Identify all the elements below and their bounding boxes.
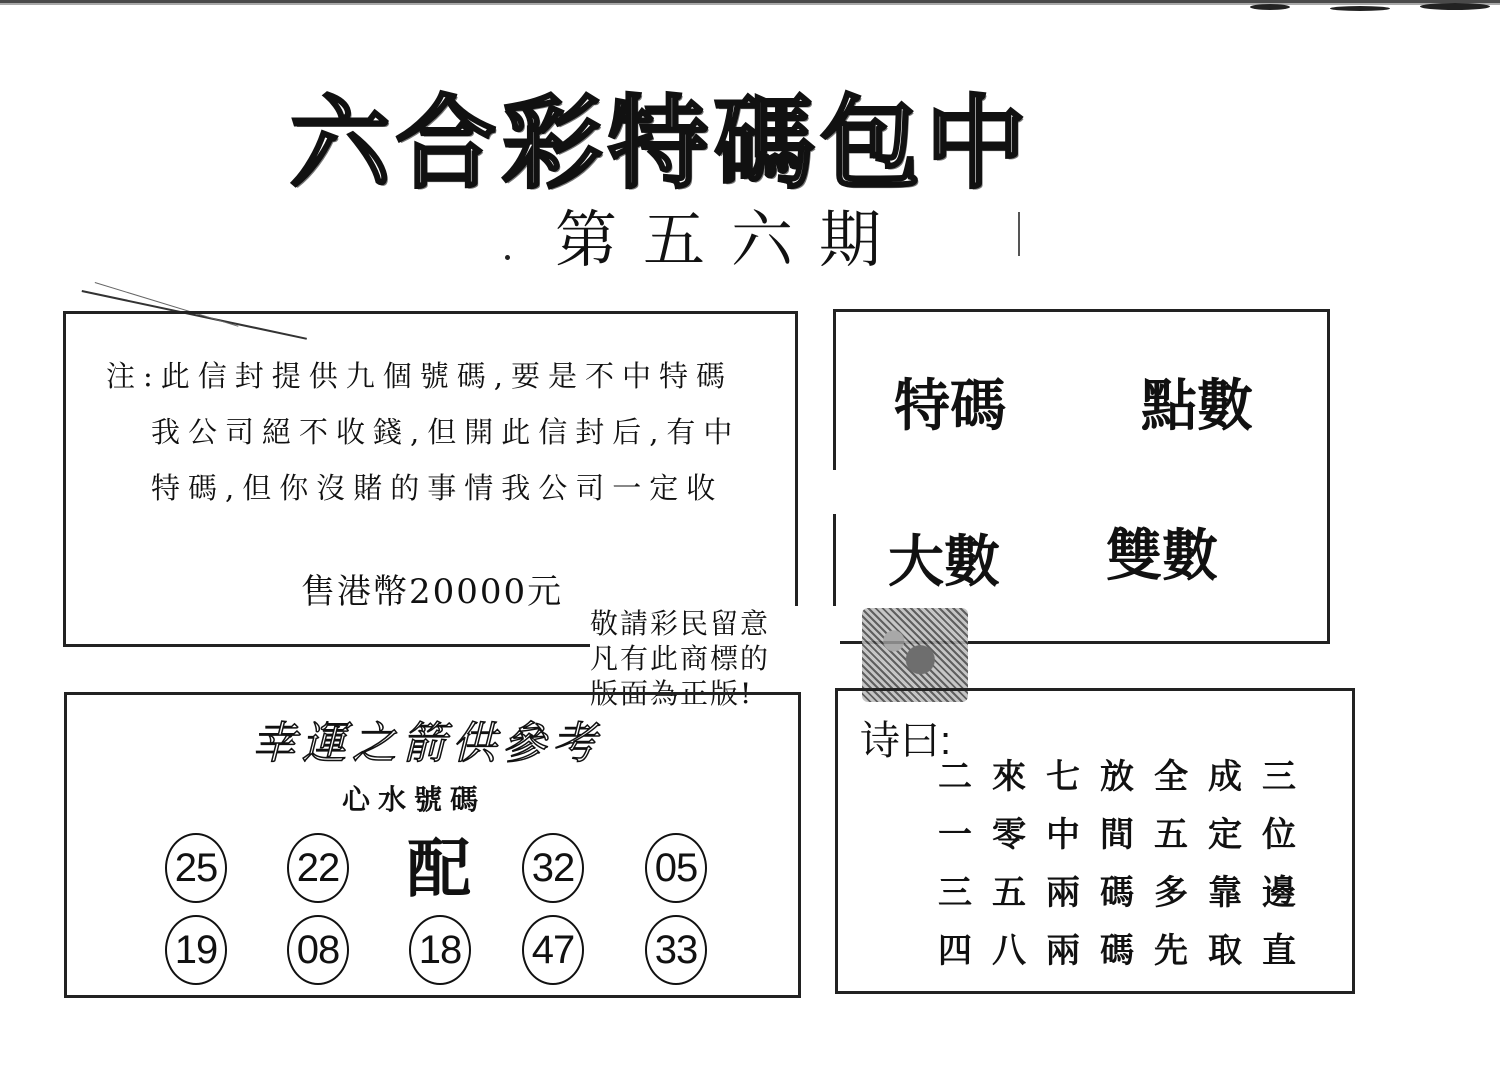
number-ball: 32 [522,833,584,903]
poem-line: 四八兩碼先取直 [938,931,1316,971]
trademark-line: 敬請彩民留意 [590,607,771,640]
number-ball: 22 [287,833,349,903]
margin-tick [1018,212,1020,256]
poem-line: 一零中間五定位 [938,815,1316,855]
notice-line: 特碼,但你沒賭的事情我公司一定收 [151,471,724,505]
number-ball: 08 [287,915,349,985]
border-gap [829,470,839,514]
scan-speck [1420,3,1490,10]
category-even: 雙數 [1106,524,1218,587]
poem-line: 二來七放全成三 [938,757,1316,797]
number-ball: 25 [165,833,227,903]
category-box [833,309,1330,644]
lucky-subtitle: 心水號碼 [342,783,487,816]
sale-price: 售港幣20000元 [301,572,564,612]
trademark-line: 凡有此商標的 [590,642,771,675]
poem-line: 三五兩碼多靠邊 [938,873,1316,913]
notice-box [63,311,798,647]
number-ball: 47 [522,915,584,985]
lucky-title: 幸運之箭供參考 [252,718,602,769]
poem-heading: 诗曰: [860,719,952,763]
poem-box [835,688,1355,994]
notice-line: 我公司絕不收錢,但開此信封后,有中 [151,415,741,449]
scan-speck [1330,6,1390,11]
scan-speck [1250,4,1290,10]
number-ball: 19 [165,915,227,985]
category-big: 大數 [888,530,1000,593]
number-ball: 33 [645,915,707,985]
number-ball: 18 [409,915,471,985]
notice-line: 注:此信封提供九個號碼,要是不中特碼 [106,359,733,393]
scan-dot [505,255,510,260]
number-ball: 05 [645,833,707,903]
issue-number: 第五六期 [555,203,908,276]
page-title: 六合彩特碼包中 [290,84,1032,202]
lucky-numbers-box [64,692,801,998]
trademark-line: 版面為正版! [590,677,754,710]
category-points: 點數 [1141,374,1253,437]
pair-char: 配 [407,832,471,907]
category-special: 特碼 [894,374,1006,437]
